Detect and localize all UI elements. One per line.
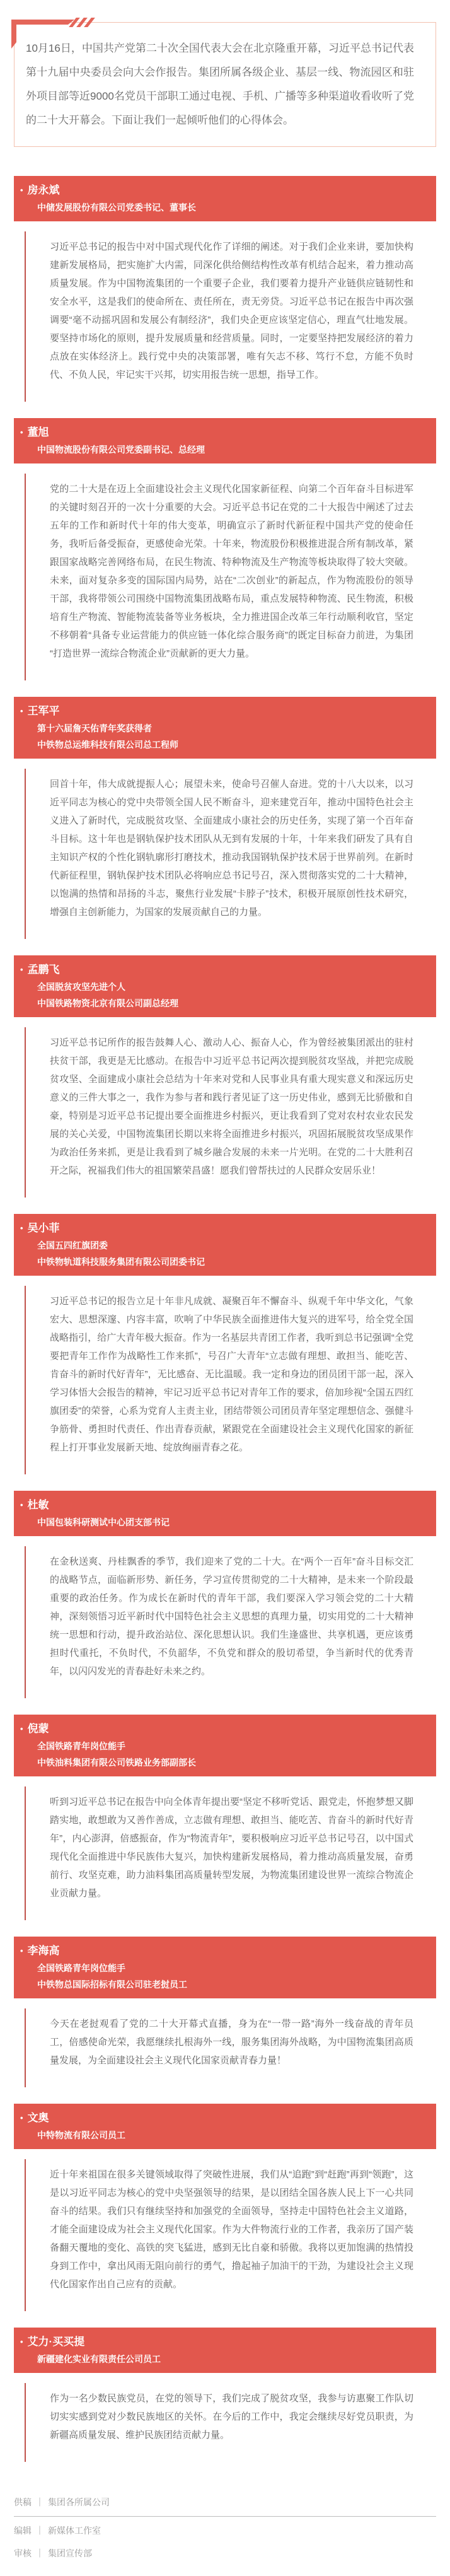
speaker-header: [14, 176, 436, 221]
speaker-title: 中铁物总国际招标有限公司驻老挝员工: [37, 1979, 187, 1990]
speaker-title: 中国物流股份有限公司党委副书记、总经理: [37, 445, 205, 455]
speaker-header: [14, 1214, 436, 1276]
speaker-name-row: [20, 1720, 427, 1737]
credit-label: 审核: [14, 2548, 32, 2558]
credit-separator: ｜: [35, 2526, 44, 2536]
speaker-sections: [0, 176, 450, 2462]
speaker-name-row: [20, 2109, 427, 2126]
speaker-title: 全国脱贫攻坚先进个人: [37, 982, 125, 992]
speaker-title: 中国铁路物资北京有限公司副总经理: [37, 998, 178, 1008]
credit-label: 编辑: [14, 2526, 32, 2536]
speaker-section: [0, 2328, 450, 2462]
speaker-name-row: [20, 1220, 427, 1237]
bullet-icon: •: [20, 1724, 23, 1734]
speaker-title: 中储发展股份有限公司党委书记、董事长: [37, 202, 196, 213]
speaker-section: [0, 697, 450, 939]
credit-value: 集团各所属公司: [48, 2497, 110, 2507]
bullet-icon: •: [20, 185, 23, 195]
speaker-name-row: [20, 702, 427, 720]
credit-label: 供稿: [14, 2497, 32, 2507]
speaker-section: [0, 176, 450, 402]
bullet-icon: •: [20, 1500, 23, 1510]
credit-separator: ｜: [35, 2548, 44, 2558]
speaker-name: 杜敏: [27, 1499, 49, 1511]
intro-text: 10月16日，中国共产党第二十次全国代表大会在北京隆重开幕，习近平总书记代表第十九届中央委员会向大会作报告。集团所属各级企业、基层一线、物流园区和驻外项目部等近9000名党员干部职工通过电视、手机、广播等多种渠道收看收听了党的二十大开幕会。下面让我们一起倾听他们的心得体会。: [26, 42, 414, 126]
bullet-icon: •: [20, 706, 23, 716]
speaker-name: 孟鹏飞: [27, 964, 60, 976]
speaker-name-row: [20, 182, 427, 199]
bullet-icon: •: [20, 428, 23, 437]
speaker-header: [14, 418, 436, 463]
corner-bracket-icon: [11, 20, 16, 49]
credit-row: [14, 2491, 436, 2517]
speaker-title: 全国铁路青年岗位能手: [37, 1963, 125, 1973]
speaker-header: [14, 697, 436, 759]
speaker-name-row: [20, 961, 427, 978]
speaker-quote: 党的二十大是在迈上全面建设社会主义现代化国家新征程、向第二个百年奋斗目标进军的关键时刻召开的一次十分重要的大会。习近平总书记在党的二十大报告中阐述了过去五年的工作和新时代十年的伟大变革，明确宣示了新时代新征程中国共产党的使命任务，我听后备受振奋，更感使命光荣。十年来，物流股份积极推进混合所有制改革，紧跟国家战略完善网络布局，在民生物流、特种物流及生产物流等板块取得了较大突破。未来，面对复杂多变的国际国内局势，站在“二次创业”的新起点，作为物流股份的领导干部，我将带领公司围绕中国物流集团战略布局，重点发展特种物流、民生物流，积极培育生产物流、智能物流装备等业务板块，全力推进国企改革三年行动顺利收官，坚定不移朝着“具备专业运营能力的供应链一体化综合服务商”的既定目标奋力前进，为集团“打造世界一流综合物流企业”贡献新的更大力量。: [25, 474, 413, 680]
credit-separator: ｜: [35, 2497, 44, 2507]
speaker-header: [14, 1937, 436, 1998]
speaker-title: 第十六届詹天佑青年奖获得者: [37, 723, 152, 733]
speaker-section: [0, 1715, 450, 1920]
credit-row: [14, 2542, 436, 2565]
speaker-section: [0, 1214, 450, 1474]
speaker-quote: 习近平总书记所作的报告鼓舞人心、激动人心、振奋人心，作为曾经被集团派出的驻村扶贫干部，我更是无比感动。在报告中习近平总书记两次提到脱贫攻坚战，并把完成脱贫攻坚、全面建成小康社会总结为十年来对党和人民事业具有重大现实意义和深远历史意义的三件大事之一，我作为参与者和践行者见证了这一历史伟业，感到无比骄傲和自豪，特别是习近平总书记提出要全面推进乡村振兴，更让我看到了党对农村农业农民发展的关心关爱，中国物流集团长期以来将全面推进乡村振兴，巩固拓展脱贫攻坚成果作为政治任务来抓，更是让我看到了城乡融合发展的未来一片光明。在党的二十大胜利召开之际，祝福我们伟大的祖国繁荣昌盛！愿我们曾帮扶过的人民群众安居乐业！: [25, 1027, 413, 1198]
speaker-title: 全国五四红旗团委: [37, 1240, 108, 1250]
speaker-quote: 回首十年，伟大成就提振人心；展望未来，使命号召催人奋进。党的十八大以来，以习近平同志为核心的党中央带领全国人民不断奋斗，迎来建党百年，推动中国特色社会主义进入了新时代，完成脱贫攻坚、全面建成小康社会的历史任务，实现了第一个百年奋斗目标。这十年也是钢轨保护技术团队从无到有发展的十年，十年来我们研发了具有自主知识产权的个性化钢轨廓形打磨技术，推动我国钢轨保护技术居于世界前列。在新时代新征程里，钢轨保护技术团队必将响应总书记号召，深入贯彻落实党的二十大精神，以饱满的热情和昂扬的斗志，聚焦行业发展“卡脖子”技术，积极开展原创性技术研究，增强自主创新能力，为国家的发展贡献自己的力量。: [25, 769, 413, 939]
bullet-icon: •: [20, 965, 23, 974]
speaker-quote: 作为一名少数民族党员，在党的领导下，我们完成了脱贫攻坚，我参与访惠聚工作队切切实实感到党对少数民族地区的关怀。在今后的工作中，我定会继续尽好党员职责，为新疆高质量发展、维护民族团结贡献力量。: [25, 2383, 413, 2462]
speaker-section: [0, 2104, 450, 2311]
speaker-name: 王军平: [27, 705, 60, 717]
bullet-icon: •: [20, 2337, 23, 2346]
speaker-name: 李海高: [27, 1945, 60, 1957]
speaker-name: 董旭: [27, 426, 49, 438]
speaker-name-row: [20, 424, 427, 441]
speaker-section: [0, 1491, 450, 1698]
corner-bracket-icon: [11, 20, 74, 25]
speaker-title: 中国包装科研测试中心团支部书记: [37, 1517, 170, 1527]
intro-box: [14, 22, 436, 147]
speaker-quote: 今天在老挝观看了党的二十大开幕式直播，身为在“一带一路”海外一线奋战的青年员工，倍感使命光荣，我愿继续扎根海外一线，服务集团海外战略，为中国物流集团高质量发展，为全面建设社会主义现代化国家贡献青春力量！: [25, 2008, 413, 2087]
speaker-section: [0, 955, 450, 1198]
speaker-name-row: [20, 2333, 427, 2350]
bullet-icon: •: [20, 2113, 23, 2123]
speaker-title: 中铁油料集团有限公司铁路业务部副部长: [37, 1757, 196, 1768]
speaker-section: [0, 1937, 450, 2087]
credit-row: [14, 2519, 436, 2542]
speaker-title: 中铁物轨道科技服务集团有限公司团委书记: [37, 1257, 205, 1267]
triple-slash-icon: [72, 18, 91, 27]
speaker-name: 艾力·买买提: [27, 2336, 85, 2348]
speaker-name: 房永斌: [27, 184, 60, 196]
speaker-quote: 习近平总书记的报告中对中国式现代化作了详细的阐述。对于我们企业来讲，要加快构建新发展格局，把实施扩大内需，同深化供给侧结构性改革有机结合起来，着力推动高质量发展。作为中国物流集团的一个重要子企业，我们要着力提升产业链供应链韧性和安全水平，这是我们的使命所在、责任所在，责无旁贷。习近平总书记在报告中再次强调要“毫不动摇巩固和发展公有制经济”，我们央企更应该坚定信心，理直气壮地发展。要坚持市场化的原则，提升发展质量和经营质量。同时，一定要坚持把发展经济的着力点放在实体经济上。践行党中央的决策部署，唯有矢志不移、笃行不怠，方能不负时代、不负人民，牢记实干兴邦，切实用报告统一思想，指导工作。: [25, 231, 413, 402]
speaker-header: [14, 2328, 436, 2373]
speaker-section: [0, 418, 450, 680]
speaker-title: 全国铁路青年岗位能手: [37, 1741, 125, 1751]
speaker-header: [14, 1491, 436, 1536]
speaker-name: 吴小菲: [27, 1222, 60, 1234]
bullet-icon: •: [20, 1946, 23, 1955]
speaker-header: [14, 955, 436, 1017]
speaker-name: 倪蒙: [27, 1723, 49, 1735]
credits-footer: [14, 2491, 436, 2565]
speaker-quote: 在金秋送爽、丹桂飘香的季节，我们迎来了党的二十大。在“两个一百年”奋斗目标交汇的战略节点，面临新形势、新任务，学习宣传贯彻党的二十大精神，是未来一个阶段最重要的政治任务。作为成长在新时代的青年干部，我们要深入学习领会党的二十大精神，深刻领悟习近平新时代中国特色社会主义思想的真理力量，切实用党的二十大精神统一思想和行动，提升政治站位、深化思想认识。我们生逢盛世、共享机遇，更应该勇担时代重托，不负时代，不负韶华，不负党和群众的殷切希望，争当新时代的优秀青年，以闪闪发光的青春赴好未来之约。: [25, 1546, 413, 1698]
credit-value: 集团宣传部: [48, 2548, 92, 2558]
speaker-title: 新疆建化实业有限责任公司员工: [37, 2354, 161, 2364]
speaker-quote: 听到习近平总书记在报告中向全体青年提出要“坚定不移听党话、跟党走，怀抱梦想又脚踏实地，敢想敢为又善作善成，立志做有理想、敢担当、能吃苦、肯奋斗的新时代好青年”，内心澎湃，倍感振奋，作为“物流青年”，要积极响应习近平总书记号召，以中国式现代化全面推进中华民族伟大复兴，加快构建新发展格局，着力推动高质量发展，奋勇前行、攻坚克难，助力油料集团高质量转型发展，为物流集团建设世界一流综合物流企业贡献力量。: [25, 1786, 413, 1920]
speaker-name-row: [20, 1942, 427, 1959]
speaker-title: 中铁物总运维科技有限公司总工程师: [37, 740, 178, 750]
speaker-title: 中特物流有限公司员工: [37, 2130, 125, 2140]
speaker-name: 文奥: [27, 2112, 49, 2124]
speaker-header: [14, 1715, 436, 1776]
speaker-quote: 习近平总书记的报告立足十年非凡成就、凝聚百年不懈奋斗、纵观千年中华文化，气象宏大、思想深邃、内容丰富，吹响了中华民族全面推进伟大复兴的进军号，给全党全国战略指引，给广大青年极大振奋。作为一名基层共青团工作者，我听到总书记强调“全党要把青年工作作为战略性工作来抓”，号召广大青年“立志做有理想、敢担当、能吃苦、肯奋斗的新时代好青年”，无比感奋、无比温暖。我一定和身边的团员团干部一起，深入学习体悟大会报告的精神，牢记习近平总书记对青年工作的要求，倍加珍视“全国五四红旗团委”的荣誉，心系为党育人主责主业，团结带领公司团员青年坚定理想信念、强健斗争筋骨、勇担时代责任、作出青春贡献，紧跟党在全面建设社会主义现代化国家的新征程上打开事业发展新天地、绽放绚丽青春之花。: [25, 1286, 413, 1474]
speaker-quote: 近十年来祖国在很多关键领域取得了突破性进展，我们从“追跑”到“赶跑”再到“领跑”，这是以习近平同志为核心的党中央坚强领导的结果，是以团结全国各族人民上下一心共同奋斗的结果。我们只有继续坚持和加强党的全面领导，坚持走中国特色社会主义道路，才能全面建设成为社会主义现代化国家。作为大件物流行业的工作者，我亲历了国产装备翻天覆地的变化、高铁的突飞猛进，感到无比自豪和骄傲。我将以更加饱满的热情投身到工作中，拿出风雨无阻向前行的勇气，撸起袖子加油干的干劲，为建设社会主义现代化国家作出自己应有的贡献。: [25, 2159, 413, 2311]
bullet-icon: •: [20, 1223, 23, 1233]
speaker-header: [14, 2104, 436, 2149]
credit-value: 新媒体工作室: [48, 2526, 101, 2536]
speaker-name-row: [20, 1496, 427, 1513]
